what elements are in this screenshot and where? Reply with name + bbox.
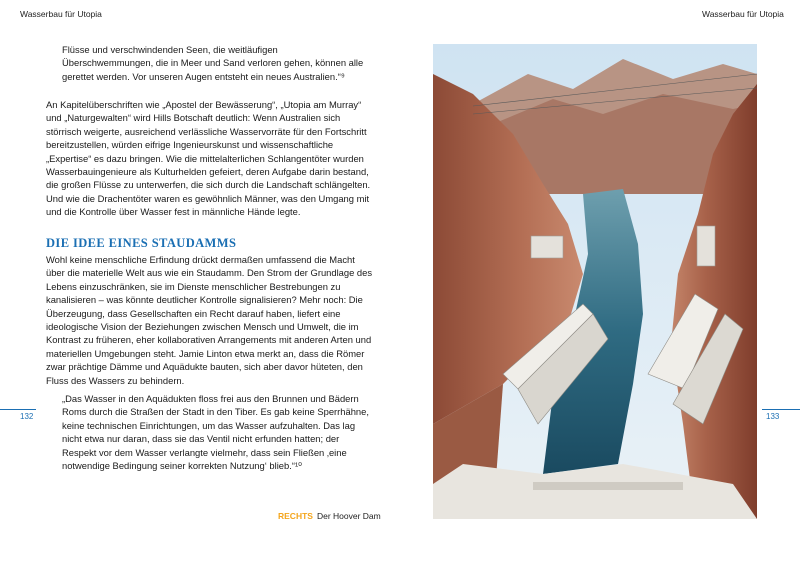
quote-block-2 bbox=[46, 392, 376, 472]
running-head-left: Wasserbau für Utopia bbox=[20, 9, 102, 19]
quote-1-text: Flüsse und verschwindenden Seen, die weitläufigen Überschwemmungen, die in Meer und Sand verloren gehen, können alle gerettet werden. Vor unseren Augen entsteht ein neues Australien.“⁹ bbox=[62, 44, 364, 82]
section-heading: DIE IDEE EINES STAUDAMMS bbox=[46, 236, 237, 250]
page-number-rule-left bbox=[0, 409, 36, 410]
body-paragraph-2 bbox=[46, 253, 376, 387]
caption-tag: RECHTS bbox=[278, 511, 313, 521]
paragraph-1-text: An Kapitelüberschriften wie „Apostel der Bewässerung“, „Utopia am Murray“ und „Naturgewalten“ wird Hills Botschaft deutlich: Wenn Australien sich störrisch weigerte, ausreichend verlässliche Wasservorräte für den Fortschritt bereitzustellen, würden eifrige Ingenieurskunst und wissenschaftliche „Expertise“ es dazu bringen. Wie die mittelalterlichen Schlangentöter wurden Wasserbauingenieure als Kulturhelden gefeiert, deren Aufgabe darin bestand, die großen Flüsse zu unterwerfen, die sich durch die Landschaft schlängelten. Und wie die Drachentöter waren es gewöhnlich Männer, was den Umgang mit und die Kontrolle über Wasser fest in männliche Hände legte. bbox=[46, 99, 371, 218]
caption-text: Der Hoover Dam bbox=[316, 511, 381, 521]
running-head-right: Wasserbau für Utopia bbox=[702, 9, 784, 19]
hoover-dam-photo bbox=[433, 44, 757, 519]
quote-block-1 bbox=[46, 43, 376, 83]
page-number-rule-right bbox=[762, 409, 800, 410]
paragraph-2-text: Wohl keine menschliche Erfindung drückt dermaßen umfassend die Macht über die materielle Welt aus wie ein Staudamm. Den Strom der Grundlage des Lebens einzuschränken, sie im Dienste menschlicher Bestrebungen zu kanalisieren – was könnte deutlicher Kontrolle signalisieren? Mehr noch: Die Überzeugung, dass Gesellschaften ein Recht darauf haben, liefert eine ideologische Vision der Beziehungen zwischen Mensch und Umwelt, die im Kontrast zu früheren, eher kollaborativen Arrangements mit anderen Arten und materiellen Umgebungen steht. Jamie Linton etwa merkt an, dass die Römer zwar prächtige Dämme und Aquädukte bauten, sich aber davor hüteten, den Fluss des Wassers zu behindern. bbox=[46, 254, 373, 386]
page-number-right: 133 bbox=[766, 412, 780, 421]
photo-caption bbox=[278, 511, 381, 521]
quote-2-text: „Das Wasser in den Aquädukten floss frei aus den Brunnen und Bädern Roms durch die Straßen der Stadt in den Tiber. Es gab keine Sperrhähne, keine technischen Einrichtungen, um das Wasser aufzuhalten. Das lag nicht etwa nur daran, dass sie das Ventil nicht erfunden hatten; der Respekt vor dem Wasser verlangte vielmehr, dass sein Fließen ‚eine notwendige Bedingung seiner korrekten Nutzung‘ blieb.“¹⁰ bbox=[62, 393, 369, 472]
body-paragraph-1 bbox=[46, 98, 376, 219]
page-number-left: 132 bbox=[20, 412, 34, 421]
